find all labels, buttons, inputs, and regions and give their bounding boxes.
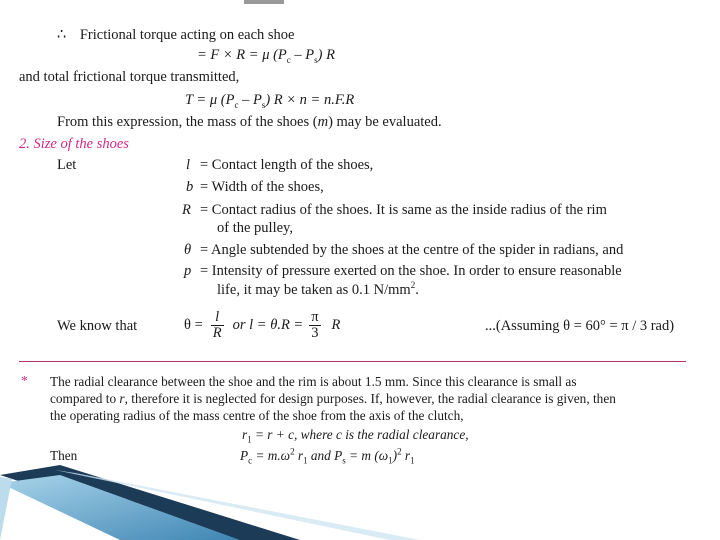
section-heading: 2. Size of the shoes [19,136,129,152]
definition-row: R = Contact radius of the shoes. It is same as the inside radius of the rim [182,202,607,218]
definition-row: l = Contact length of the shoes, [186,157,374,173]
mass-evaluation-text: From this expression, the mass of the shoes (m) may be evaluated. [57,114,442,130]
fraction-l-over-r: $\frac{l}{R}$ [212,308,222,341]
then-label: Then [50,448,78,463]
total-torque-equation: T = μ $(P_c - P_s) R \times n = n.F.R$ [185,92,355,110]
fraction-pi-over-3: $\frac{\pi}{3}$ [311,308,319,341]
cropped-text-fragment [244,0,284,4]
footnote-line: compared to r, therefore it is neglected for design purposes. If, however, the radial clearance is given, then [50,391,616,406]
operating-radius-equation: $r_1 = r + c$, where c is the radial clearance, [242,427,469,445]
assumption-note: ...(Assuming θ = 60° = π / 3 rad) [485,318,675,334]
decorative-ribbon [0,465,460,540]
therefore-symbol: ∴ [57,27,67,43]
definition-symbol: p [184,263,192,279]
let-label: Let [57,157,77,173]
definition-symbol: l [186,157,191,173]
definition-row: b = Width of the shoes, [186,179,324,195]
definition-row: p = Intensity of pressure exerted on the shoe. In order to ensure reasonable [184,263,622,279]
theta-equation: θ = $\frac{l}{R}$ or l = θ.R = $\frac{\pi}{3}$ R [184,308,341,341]
ribbon-left-edge [0,477,12,540]
we-know-label: We know that [57,318,138,334]
torque-per-shoe-equation: = F × R = μ $(P_c - P_s)$ R [197,47,335,65]
footnote-divider [19,361,686,362]
footnote-line: The radial clearance between the shoe and the rim is about 1.5 mm. Since this clearance is small as [50,374,577,389]
torque-per-shoe-label: ∴ Frictional torque acting on each shoe [57,27,295,43]
centrifugal-force-equation: $P_c = m.\omega^2$ $r_1$ and $P_s = m$ $(\omega_1)^2$ $r_1$ [240,446,415,466]
definition-row: θ = Angle subtended by the shoes at the centre of the spider in radians, and [184,242,624,258]
footnote-line: the operating radius of the mass centre of the shoe from the axis of the clutch, [50,408,464,423]
definition-symbol: R [182,202,191,218]
footnote-marker: * [21,373,28,388]
total-torque-label: and total frictional torque transmitted, [19,69,240,85]
definition-symbol: b [186,179,194,195]
definition-row-continuation: life, it may be taken as 0.1 $N/mm^2$. [217,280,419,298]
definition-row-continuation: of the pulley, [217,220,293,236]
definition-symbol: θ [184,242,192,258]
